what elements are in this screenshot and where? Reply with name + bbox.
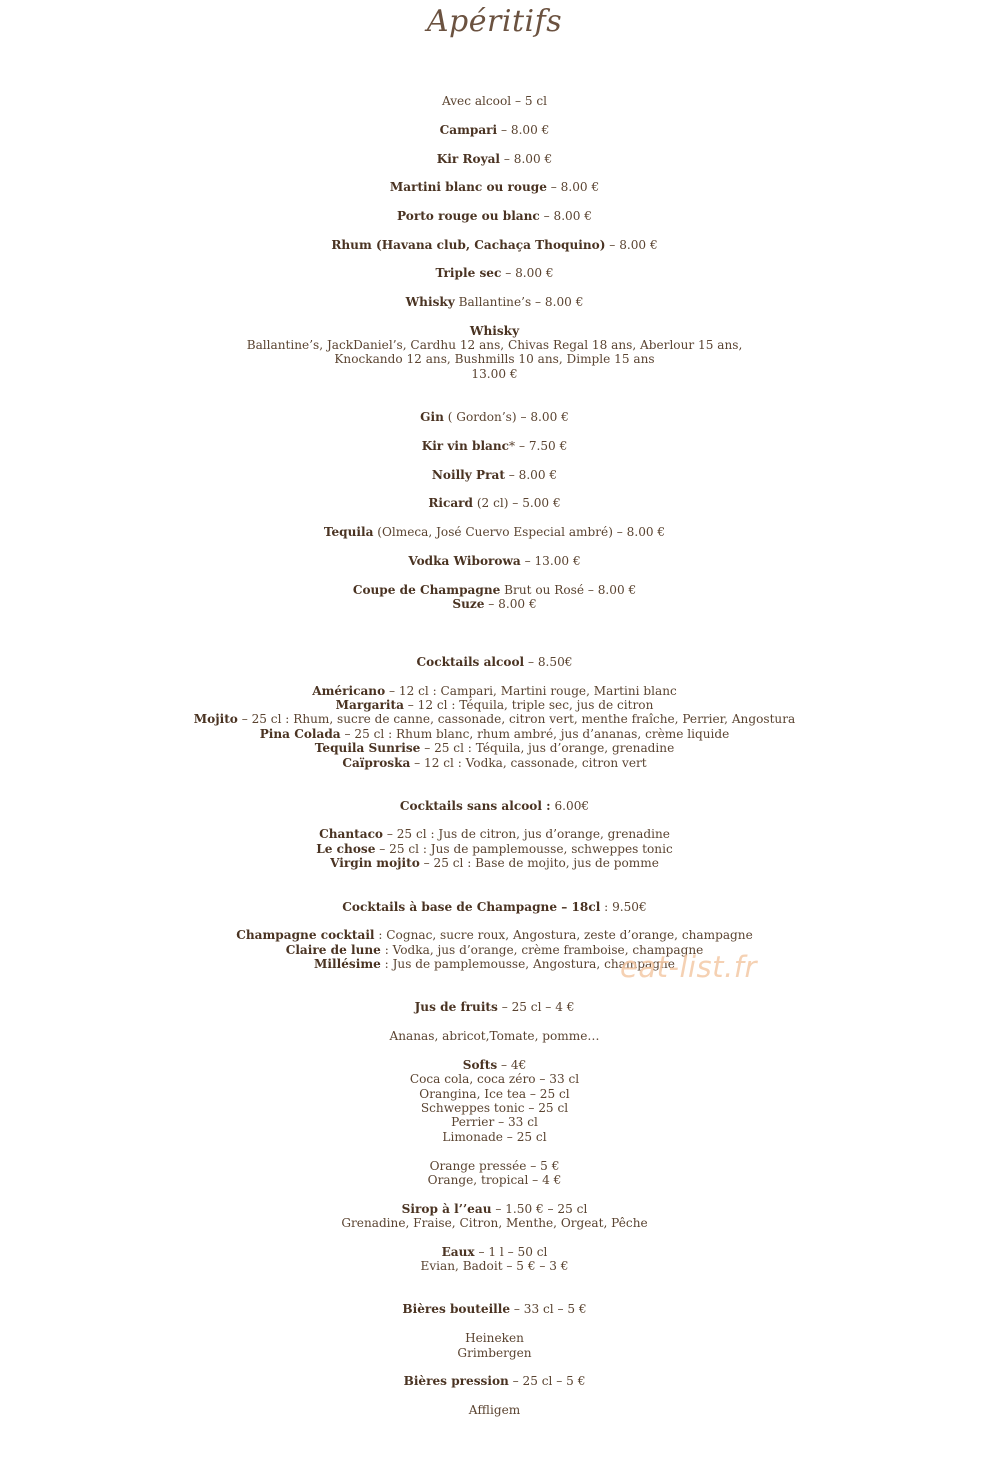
- menu-item-detail: – 8.00 €: [546, 180, 600, 194]
- menu-item-name: Chantaco: [319, 827, 383, 841]
- menu-item-detail: – 13.00 €: [520, 554, 581, 568]
- menu-line: [0, 583, 989, 597]
- menu-line: [0, 367, 989, 381]
- menu-line: [0, 856, 989, 870]
- menu-line: [0, 1374, 989, 1388]
- menu-item-detail: – 8.00 €: [504, 468, 558, 482]
- menu-item-detail: – 8.00 €: [484, 597, 537, 611]
- menu-line: [0, 597, 989, 611]
- menu-item-detail: Grimbergen: [457, 1346, 532, 1360]
- menu-line: [0, 799, 989, 813]
- menu-item-name: Américano: [312, 684, 386, 698]
- menu-line: [0, 900, 989, 914]
- menu-line: [0, 338, 989, 352]
- menu-item-detail: – 25 cl : Jus de citron, jus d’orange, grenadine: [383, 827, 670, 841]
- menu-item-name: Champagne cocktail: [236, 928, 375, 942]
- menu-item-detail: – 25 cl : Téquila, jus d’orange, grenadine: [420, 741, 675, 755]
- menu-line: [0, 123, 989, 137]
- page-title: Apéritifs: [426, 4, 563, 39]
- menu-item-name: Kir Royal: [436, 152, 501, 166]
- menu-item-name: Noilly Prat: [431, 468, 505, 482]
- menu-item-name: Whisky: [469, 324, 520, 338]
- menu-item-detail: (2 cl) – 5.00 €: [473, 496, 561, 510]
- menu-line: [0, 1130, 989, 1144]
- menu-item-name: Tequila Sunrise: [314, 741, 421, 755]
- menu-line: [0, 1259, 989, 1273]
- menu-item-detail: – 12 cl : Téquila, triple sec, jus de citron: [403, 698, 654, 712]
- menu-item-name: Jus de fruits: [414, 1000, 498, 1014]
- menu-item-name: Rhum (Havana club, Cachaça Thoquino): [331, 238, 606, 252]
- menu-item-detail: : Vodka, jus d’orange, crème framboise, champagne: [380, 943, 704, 957]
- menu-line: [0, 496, 989, 510]
- menu-item-detail: Orange, tropical – 4 €: [427, 1173, 562, 1187]
- menu-item-detail: – 25 cl – 5 €: [508, 1374, 586, 1388]
- menu-line: [0, 554, 989, 568]
- menu-item-detail: Schweppes tonic – 25 cl: [420, 1101, 569, 1115]
- menu-line: [0, 468, 989, 482]
- menu-item-detail: (Olmeca, José Cuervo Especial ambré) – 8.00 €: [373, 525, 666, 539]
- menu-item-detail: – 12 cl : Campari, Martini rouge, Martini blanc: [385, 684, 677, 698]
- menu-item-name: Cocktails sans alcool :: [399, 799, 551, 813]
- menu-item-detail: Affligem: [468, 1403, 521, 1417]
- menu-line: [0, 827, 989, 841]
- menu-line: [0, 94, 989, 108]
- menu-item-detail: Ballantine’s, JackDaniel’s, Cardhu 12 ans, Chivas Regal 18 ans, Aberlour 15 ans,: [246, 338, 743, 352]
- menu-item-name: Porto rouge ou blanc: [397, 209, 540, 223]
- menu-line: [0, 324, 989, 338]
- menu-line: [0, 1245, 989, 1259]
- menu-line: [0, 655, 989, 669]
- menu-line: [0, 352, 989, 366]
- menu-item-detail: – 12 cl : Vodka, cassonade, citron vert: [410, 756, 647, 770]
- menu-item-detail: – 25 cl : Rhum blanc, rhum ambré, jus d’ananas, crème liquide: [340, 727, 730, 741]
- menu-line: [0, 1216, 989, 1230]
- menu-item-detail: Avec alcool – 5 cl: [441, 94, 548, 108]
- menu-item-detail: – 8.00 €: [500, 152, 553, 166]
- menu-line: [0, 439, 989, 453]
- menu-item-name: Cocktails à base de Champagne – 18cl: [342, 900, 601, 914]
- menu-line: [0, 1331, 989, 1345]
- menu-item-detail: – 8.50€: [524, 655, 573, 669]
- menu-line: [0, 1202, 989, 1216]
- menu-item-detail: Perrier – 33 cl: [451, 1115, 538, 1129]
- menu-line: [0, 741, 989, 755]
- menu-line: [0, 1302, 989, 1316]
- menu-item-detail: Grenadine, Fraise, Citron, Menthe, Orgeat, Pêche: [341, 1216, 648, 1230]
- menu-line: [0, 1403, 989, 1417]
- menu-item-detail: Ballantine’s – 8.00 €: [454, 295, 584, 309]
- menu-line: [0, 928, 989, 942]
- menu-line: [0, 756, 989, 770]
- menu-item-name: Cocktails alcool: [416, 655, 525, 669]
- menu-line: [0, 957, 989, 971]
- menu-item-detail: Limonade – 25 cl: [442, 1130, 547, 1144]
- menu-item-detail: – 33 cl – 5 €: [510, 1302, 587, 1316]
- menu-item-detail: – 4€: [497, 1058, 527, 1072]
- menu-item-name: Gin: [420, 410, 444, 424]
- menu-item-name: Softs: [462, 1058, 498, 1072]
- menu-item-detail: Ananas, abricot,Tomate, pomme…: [389, 1029, 600, 1043]
- menu-line: [0, 1029, 989, 1043]
- menu-line: [0, 410, 989, 424]
- menu-item-name: Coupe de Champagne: [352, 583, 501, 597]
- menu-line: [0, 152, 989, 166]
- menu-item-name: Suze: [452, 597, 485, 611]
- menu-item-name: Margarita: [335, 698, 404, 712]
- menu-item-name: Triple sec: [435, 266, 502, 280]
- menu-line: [0, 1101, 989, 1115]
- menu-item-name: Sirop à l’’eau: [401, 1202, 492, 1216]
- menu-line: [0, 1000, 989, 1014]
- menu-line: [0, 238, 989, 252]
- menu-line: [0, 1159, 989, 1173]
- menu-item-detail: Evian, Badoit – 5 € – 3 €: [420, 1259, 569, 1273]
- menu-line: [0, 943, 989, 957]
- menu-item-detail: Coca cola, coca zéro – 33 cl: [409, 1072, 580, 1086]
- menu-item-detail: : Jus de pamplemousse, Angostura, champagne: [380, 957, 675, 971]
- menu-item-name: Eaux: [441, 1245, 475, 1259]
- menu-item-detail: – 25 cl : Rhum, sucre de canne, cassonade, citron vert, menthe fraîche, Perrier, Angostura: [237, 712, 796, 726]
- menu-item-name: Campari: [439, 123, 498, 137]
- menu-item-detail: Orangina, Ice tea – 25 cl: [419, 1087, 570, 1101]
- menu-line: [0, 180, 989, 194]
- menu-item-detail: – 1 l – 50 cl: [474, 1245, 548, 1259]
- menu-line: [0, 1115, 989, 1129]
- menu-line: [0, 1072, 989, 1086]
- menu-item-detail: – 8.00 €: [539, 209, 592, 223]
- menu-item-name: Pina Colada: [259, 727, 341, 741]
- menu-item-name: Caïproska: [342, 756, 411, 770]
- menu-line: [0, 525, 989, 539]
- menu-item-detail: Knockando 12 ans, Bushmills 10 ans, Dimple 15 ans: [334, 352, 655, 366]
- menu-line: [0, 1087, 989, 1101]
- menu-item-detail: Orange pressée – 5 €: [429, 1159, 560, 1173]
- menu-item-detail: 13.00 €: [471, 367, 518, 381]
- menu-item-name: Kir vin blanc: [421, 439, 510, 453]
- menu-line: [0, 1173, 989, 1187]
- menu-line: [0, 266, 989, 280]
- menu-item-detail: ( Gordon’s) – 8.00 €: [443, 410, 569, 424]
- menu-item-detail: – 8.00 €: [501, 266, 554, 280]
- menu-item-name: Claire de lune: [285, 943, 381, 957]
- menu-item-name: Whisky: [405, 295, 455, 309]
- menu-item-name: Le chose: [316, 842, 376, 856]
- menu-item-name: Vodka Wiborowa: [408, 554, 521, 568]
- menu-item-detail: 6.00€: [550, 799, 590, 813]
- menu-item-name: Tequila: [323, 525, 374, 539]
- menu-item-detail: – 25 cl : Jus de pamplemousse, schweppes tonic: [375, 842, 673, 856]
- menu-item-detail: – 8.00 €: [605, 238, 658, 252]
- menu-line: [0, 209, 989, 223]
- menu-line: [0, 698, 989, 712]
- menu-item-detail: – 8.00 €: [497, 123, 550, 137]
- menu-item-name: Bières pression: [403, 1374, 509, 1388]
- menu-item-detail: * – 7.50 €: [509, 439, 568, 453]
- menu-item-name: Ricard: [428, 496, 473, 510]
- menu-item-detail: : 9.50€: [600, 900, 647, 914]
- menu-item-name: Virgin mojito: [330, 856, 420, 870]
- menu-item-name: Millésime: [314, 957, 381, 971]
- menu-item-name: Bières bouteille: [402, 1302, 511, 1316]
- menu-item-detail: – 25 cl – 4 €: [497, 1000, 575, 1014]
- menu-line: [0, 684, 989, 698]
- menu-line: [0, 1058, 989, 1072]
- menu-line: [0, 842, 989, 856]
- menu-item-detail: – 1.50 € – 25 cl: [491, 1202, 588, 1216]
- menu-line: [0, 727, 989, 741]
- menu-line: [0, 1346, 989, 1360]
- watermark: eat-list.fr: [620, 950, 757, 984]
- menu-item-detail: Brut ou Rosé – 8.00 €: [500, 583, 637, 597]
- menu-item-name: Martini blanc ou rouge: [389, 180, 547, 194]
- menu-item-detail: : Cognac, sucre roux, Angostura, zeste d’orange, champagne: [374, 928, 753, 942]
- menu-line: [0, 295, 989, 309]
- menu-item-detail: – 25 cl : Base de mojito, jus de pomme: [419, 856, 659, 870]
- menu-item-detail: Heineken: [465, 1331, 524, 1345]
- menu-line: [0, 712, 989, 726]
- menu-item-name: Mojito: [193, 712, 238, 726]
